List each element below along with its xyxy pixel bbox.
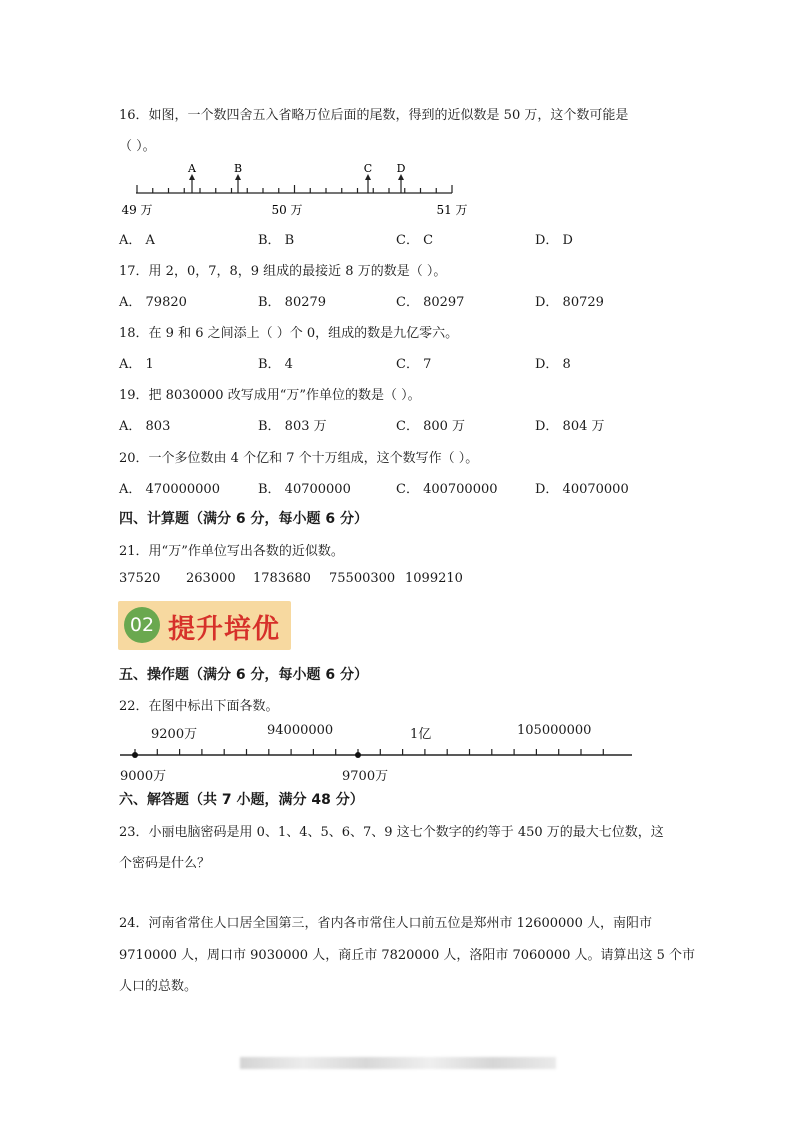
q20-option-d[interactable]: D． 40070000	[535, 482, 629, 497]
q19-option-a[interactable]: A． 803	[119, 419, 171, 434]
q23-line-1: 23．小丽电脑密码是用 0、1、4、5、6、7、9 这七个数字的约等于 450 万的最大七位数，这	[119, 825, 664, 840]
q17-option-b[interactable]: B． 80279	[258, 295, 327, 310]
q18-option-a[interactable]: A． 1	[119, 357, 154, 372]
q22-label-105000000: 105000000	[517, 723, 592, 738]
q21-number: 263000	[186, 571, 236, 586]
q24-line-1: 24．河南省常住人口居全国第三，省内各市常住人口前五位是郑州市 12600000 人，南阳市	[119, 916, 652, 931]
q24-line-3: 人口的总数。	[119, 979, 198, 994]
q16-axis-label-51: 51 万	[436, 203, 468, 217]
section-5-heading: 五、操作题（满分 6 分，每小题 6 分）	[119, 667, 368, 683]
q23-line-2: 个密码是什么？	[119, 856, 211, 871]
q18-option-c[interactable]: C． 7	[396, 357, 432, 372]
q18-option-d[interactable]: D． 8	[535, 357, 571, 372]
q22-point-9700wan	[355, 752, 361, 758]
q16-paren: （ ）。	[119, 139, 156, 154]
svg-text:C: C	[363, 162, 373, 175]
q17-option-c[interactable]: C． 80297	[396, 295, 465, 310]
q21-number: 1783680	[253, 571, 311, 586]
q16-axis-label-49: 49 万	[121, 203, 153, 217]
section-banner	[118, 601, 291, 650]
q22-point-9000wan	[132, 752, 138, 758]
q22-label-9200wan: 9200万	[151, 727, 198, 742]
q20-option-b[interactable]: B． 40700000	[258, 482, 351, 497]
q22-number-line	[118, 745, 638, 765]
section-4-heading: 四、计算题（满分 6 分，每小题 6 分）	[119, 511, 368, 527]
q21-number: 37520	[119, 571, 161, 586]
q16-axis-label-50: 50 万	[271, 203, 303, 217]
q17-option-a[interactable]: A． 79820	[119, 295, 187, 310]
q16-option-a[interactable]: A． A	[119, 233, 155, 248]
q16-marker-b	[234, 162, 242, 193]
q16-option-d[interactable]: D． D	[535, 233, 573, 248]
q17-option-d[interactable]: D． 80729	[535, 295, 604, 310]
q20-text: 20．一个多位数由 4 个亿和 7 个十万组成，这个数写作（ ）。	[119, 451, 479, 466]
q19-option-d[interactable]: D． 804 万	[535, 419, 605, 434]
q19-option-c[interactable]: C． 800 万	[396, 419, 466, 434]
q16-marker-a	[187, 162, 197, 193]
blurred-footer	[240, 1057, 556, 1069]
q18-option-b[interactable]: B． 4	[258, 357, 293, 372]
q16-text: 16．如图，一个数四舍五入省略万位后面的尾数，得到的近似数是 50 万，这个数可能是	[119, 108, 629, 123]
q20-option-c[interactable]: C． 400700000	[396, 482, 498, 497]
q22-label-1yi: 1亿	[410, 727, 432, 742]
banner-title: 提升培优	[168, 614, 280, 645]
q21-number: 1099210	[405, 571, 463, 586]
q22-label-9000wan: 9000万	[120, 769, 167, 784]
q19-option-b[interactable]: B． 803 万	[258, 419, 327, 434]
banner-number-badge: 02	[124, 607, 160, 643]
q22-label-94000000: 94000000	[267, 723, 334, 738]
q16-option-b[interactable]: B． B	[258, 233, 295, 248]
svg-text:A: A	[188, 162, 196, 175]
q22-text: 22．在图中标出下面各数。	[119, 699, 279, 714]
svg-text:B: B	[233, 162, 243, 175]
q22-label-9700wan: 9700万	[342, 769, 389, 784]
svg-text:D: D	[396, 162, 406, 175]
q24-line-2: 9710000 人，周口市 9030000 人，商丘市 7820000 人，洛阳市 7060000 人。请算出这 5 个市	[119, 948, 696, 963]
section-6-heading: 六、解答题（共 7 小题，满分 48 分）	[119, 792, 364, 808]
q19-text: 19．把 8030000 改写成用“万”作单位的数是（ ）。	[119, 388, 421, 403]
q16-marker-c	[364, 162, 372, 193]
q17-text: 17．用 2，0，7，8，9 组成的最接近 8 万的数是（ ）。	[119, 264, 447, 279]
q16-option-c[interactable]: C． C	[396, 233, 434, 248]
q21-text: 21．用“万”作单位写出各数的近似数。	[119, 544, 344, 559]
q18-text: 18．在 9 和 6 之间添上（ ）个 0，组成的数是九亿零六。	[119, 326, 459, 341]
q20-option-a[interactable]: A． 470000000	[119, 482, 220, 497]
q21-number: 75500300	[329, 571, 396, 586]
q16-number-line	[121, 160, 470, 220]
